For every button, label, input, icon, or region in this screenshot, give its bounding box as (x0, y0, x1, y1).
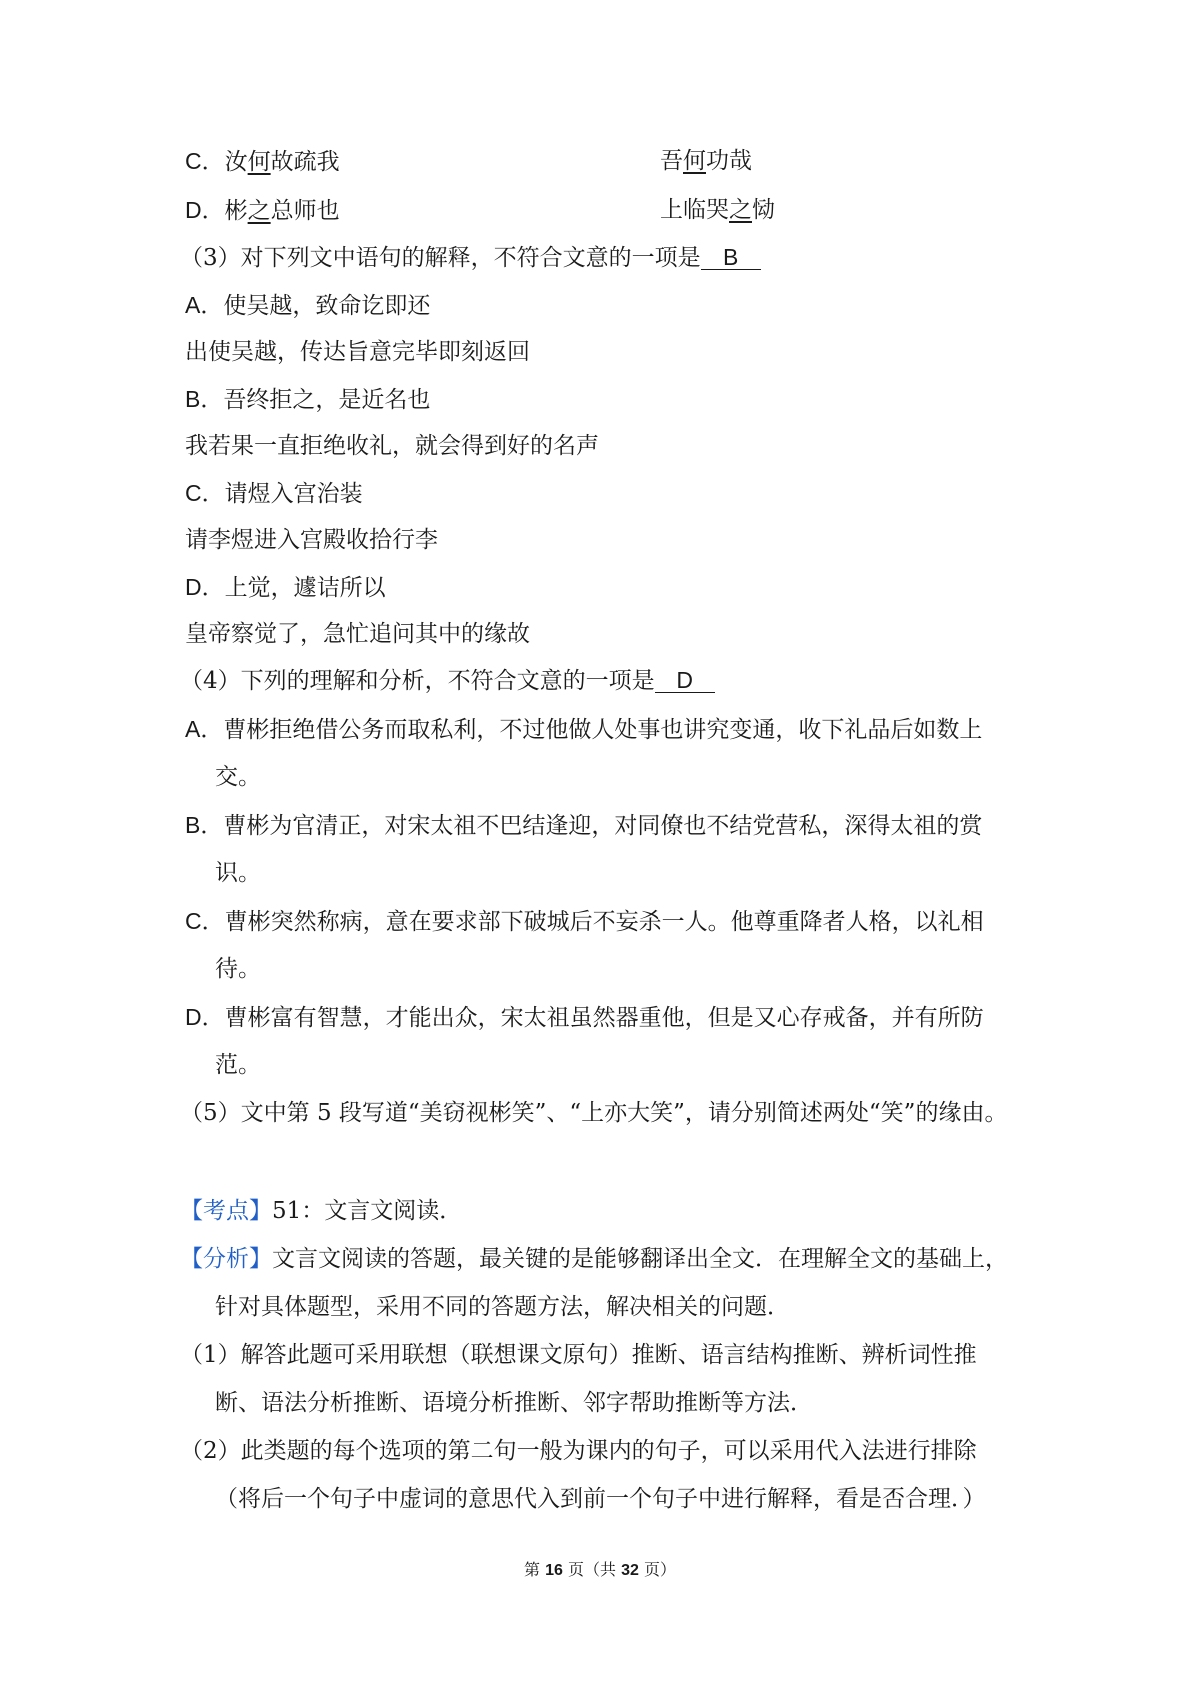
q3-option-d-explain: 皇帝察觉了，急忙追问其中的缘故 (185, 621, 530, 647)
q3-option-b: B．吾终拒之，是近名也 (185, 386, 431, 413)
page-number: 16 (545, 1562, 563, 1579)
q3-option-a: A．使吴越，致命讫即还 (185, 292, 431, 319)
q2-option-d: D．彬之总师也 上临哭之恸 (185, 197, 775, 224)
q4-stem: （4）下列的理解和分析，不符合文意的一项是 D (180, 666, 715, 696)
kaodian-line: 【考点】51：文言文阅读． (180, 1198, 463, 1224)
q3-option-c: C．请煜入宫治装 (185, 480, 363, 507)
q3-stem: （3）对下列文中语句的解释，不符合文意的一项是 B (180, 243, 761, 273)
q4-option-d-cont: 范。 (215, 1052, 261, 1078)
analysis-point-2: （2）此类题的每个选项的第二句一般为课内的句子，可以采用代入法进行排除 (180, 1438, 977, 1464)
q3-option-d: D．上觉，遽诘所以 (185, 574, 386, 601)
q4-option-d: D．曹彬富有智慧，才能出众，宋太祖虽然器重他，但是又心存戒备，并有所防 (185, 1004, 984, 1031)
fenxi-tag: 【分析】 (180, 1246, 272, 1272)
q4-answer: D (655, 668, 715, 693)
kaodian-tag: 【考点】 (180, 1198, 272, 1224)
q4-option-b-cont: 识。 (215, 860, 261, 886)
analysis-point-2-cont: （将后一个句子中虚词的意思代入到前一个句子中进行解释，看是否合理．） (215, 1486, 986, 1512)
page-footer: 第 16 页（共 32 页） (523, 1560, 676, 1579)
q3-option-a-explain: 出使吴越，传达旨意完毕即刻返回 (185, 339, 530, 365)
q3-option-b-explain: 我若果一直拒绝收礼，就会得到好的名声 (185, 433, 599, 459)
q2-option-c: C．汝何故疏我 吾何功哉 (185, 148, 752, 175)
q5-stem: （5）文中第 5 段写道“美窃视彬笑”、“上亦大笑”，请分别简述两处“笑”的缘由。 (180, 1100, 1008, 1126)
q4-option-c-cont: 待。 (215, 956, 261, 982)
q3-option-c-explain: 请李煜进入宫殿收拾行李 (185, 527, 438, 553)
analysis-point-1-cont: 断、语法分析推断、语境分析推断、邻字帮助推断等方法． (215, 1390, 813, 1416)
page-total: 32 (621, 1562, 639, 1579)
analysis-point-1: （1）解答此题可采用联想（联想课文原句）推断、语言结构推断、辨析词性推 (180, 1342, 977, 1368)
fenxi-line-cont: 针对具体题型，采用不同的答题方法，解决相关的问题． (215, 1294, 790, 1320)
q3-answer: B (701, 245, 761, 270)
q4-option-a-cont: 交。 (215, 764, 261, 790)
q4-option-b: B．曹彬为官清正，对宋太祖不巴结逢迎，对同僚也不结党营私，深得太祖的赏 (185, 812, 983, 839)
q4-option-c: C．曹彬突然称病，意在要求部下破城后不妄杀一人。他尊重降者人格，以礼相 (185, 908, 984, 935)
q4-option-a: A．曹彬拒绝借公务而取私利，不过他做人处事也讲究变通，收下礼品后如数上 (185, 716, 983, 743)
fenxi-line: 【分析】文言文阅读的答题，最关键的是能够翻译出全文．在理解全文的基础上， (180, 1246, 1008, 1272)
